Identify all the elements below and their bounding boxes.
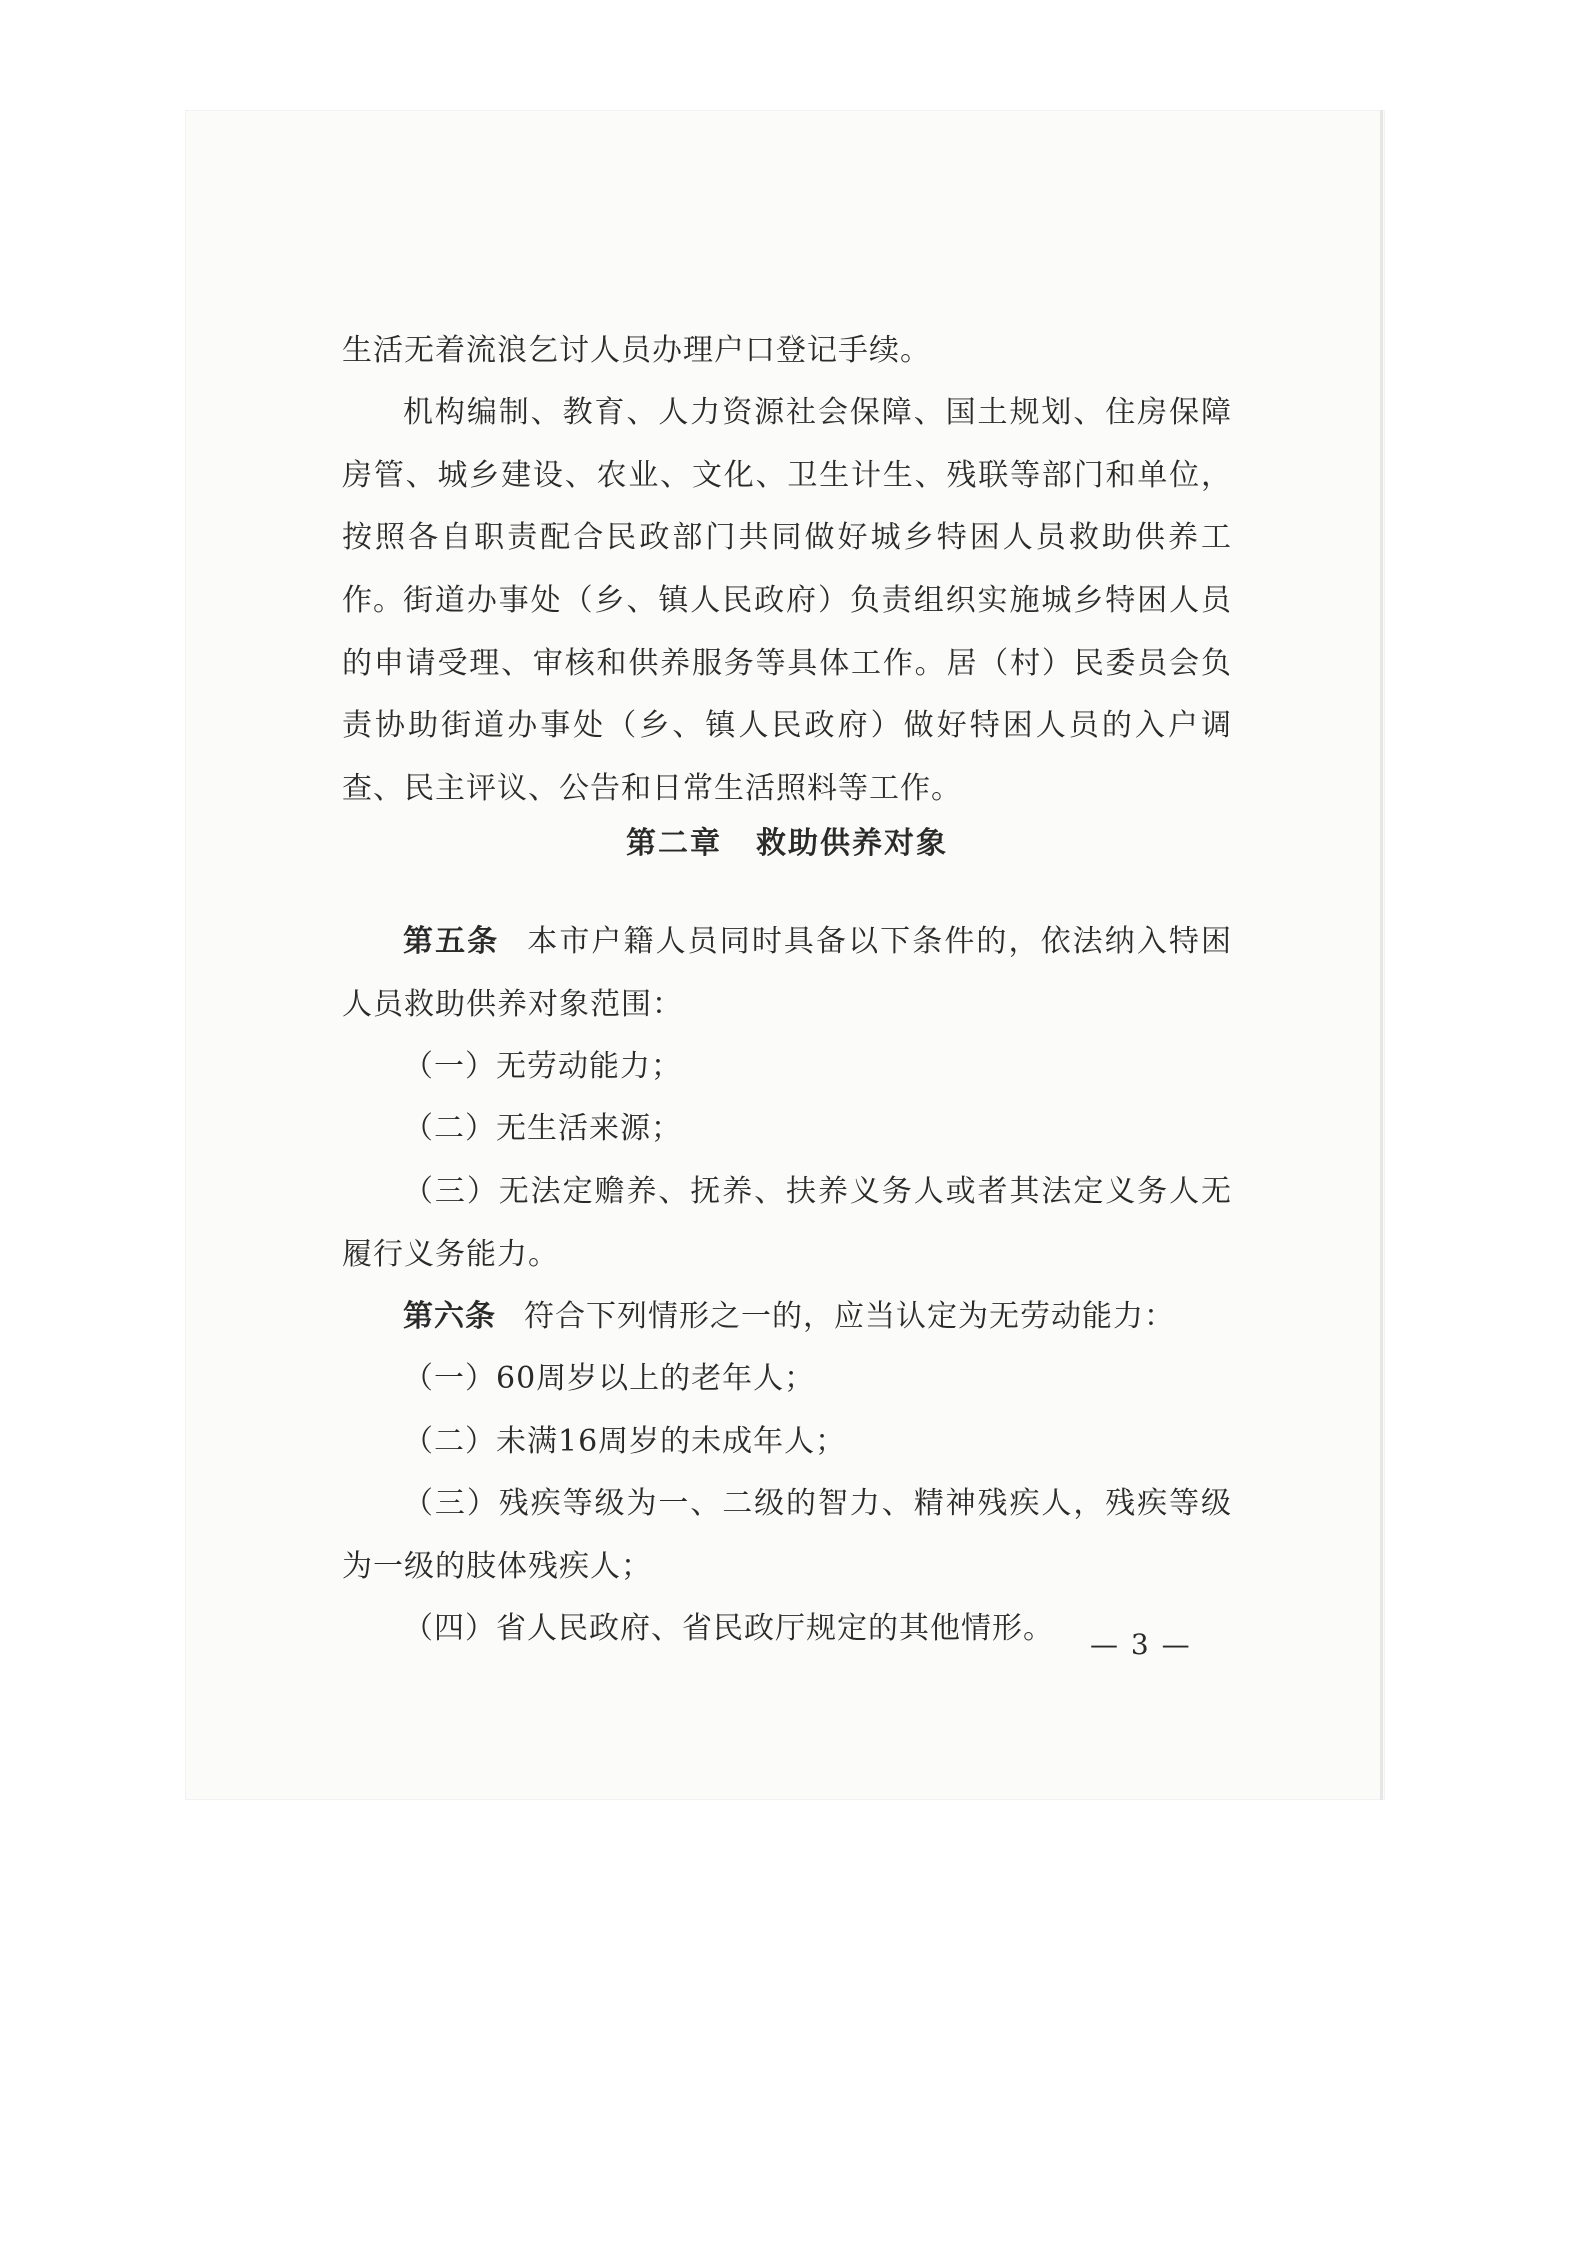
chapter-title: 救助供养对象	[756, 826, 948, 861]
article-6-item-1: （一）60周岁以上的老年人；	[403, 1361, 816, 1396]
paragraph-departments: 机构编制、教育、人力资源社会保障、国土规划、住房保障房管、城乡建设、农业、文化、卫生计生、残联等部门和单位，按照各自职责配合民政部门共同做好城乡特困人员救助供养工作。	[342, 395, 1232, 618]
article-6-item-3: （三）残疾等级为一、二级的智力、精神残疾人，残疾等级为一级的肢体残疾人；	[342, 1486, 1232, 1584]
article-5-item-3: （三）无法定赡养、抚养、扶养义务人或者其法定义务人无履行义务能力。	[342, 1174, 1232, 1272]
article-5-label: 第五条	[403, 924, 500, 959]
chapter-number: 第二章	[626, 826, 722, 861]
article-6-text: 符合下列情形之一的，应当认定为无劳动能力：	[524, 1299, 1175, 1334]
scanned-page-edge	[1380, 110, 1383, 1800]
article-6-item-4: （四）省人民政府、省民政厅规定的其他情形。	[403, 1611, 1054, 1646]
article-5-item-1: （一）无劳动能力；	[403, 1049, 682, 1084]
page-number: — 3 —	[1090, 1628, 1192, 1661]
article-5-text: 本市户籍人员同时具备以下条件的，依法纳入特困人员救助供养对象范围：	[342, 924, 1232, 1022]
article-6-item-2: （二）未满16周岁的未成年人；	[403, 1424, 847, 1459]
paragraph-street-offices: 街道办事处（乡、镇人民政府）负责组织实施城乡特困人员的申请受理、审核和供养服务等具体工作。居（村）民委员会负责协助街道办事处（乡、镇人民政府）做好特困人员的入户调查、民主评议、公告和日常生活照料等工作。	[342, 583, 1232, 806]
paragraph-continuation: 生活无着流浪乞讨人员办理户口登记手续。	[342, 333, 931, 368]
article-5	[342, 911, 1232, 1036]
chapter-heading	[342, 818, 1232, 862]
article-6	[342, 1286, 1232, 1349]
article-5-item-2: （二）无生活来源；	[403, 1111, 682, 1146]
article-6-label: 第六条	[403, 1299, 496, 1334]
